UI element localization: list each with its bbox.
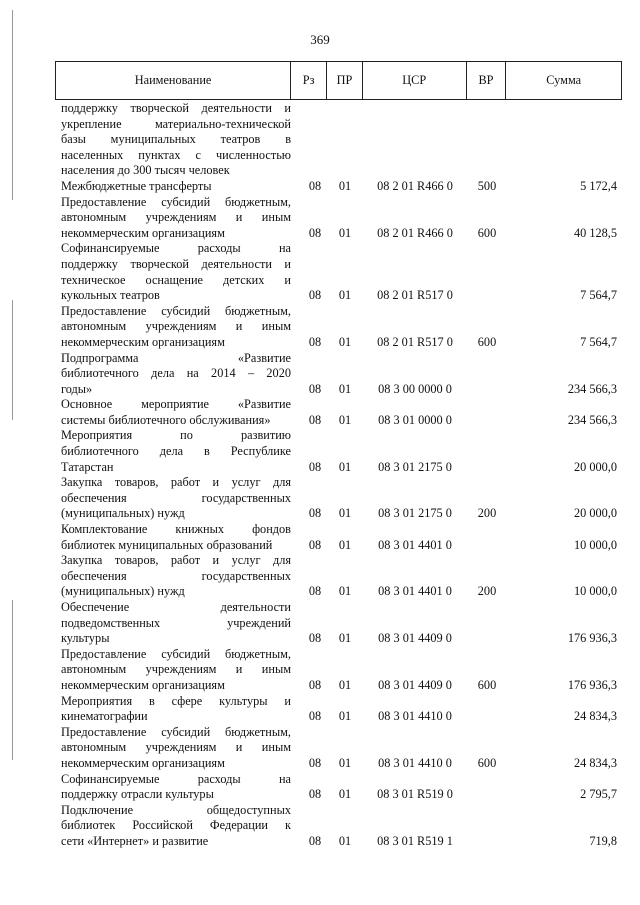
row-name-line: некоммерческим организациям bbox=[61, 225, 225, 240]
row-name-line: обеспечения государственных bbox=[61, 568, 291, 583]
row-name-line: населения до 300 тысяч человек bbox=[61, 163, 230, 178]
table-row bbox=[55, 694, 622, 725]
row-name-line: техническое оснащение детских и bbox=[61, 272, 291, 287]
row-csr: 08 2 01 R466 0 bbox=[377, 225, 453, 240]
row-name-line: автономным учреждениям и иным bbox=[61, 319, 291, 334]
row-csr: 08 3 01 R519 0 bbox=[377, 787, 453, 802]
table-row bbox=[55, 351, 622, 398]
row-name-line: Подпрограмма «Развитие bbox=[61, 350, 291, 365]
row-name-line: (муниципальных) нужд bbox=[61, 506, 185, 521]
row-name-line: сети «Интернет» и развитие bbox=[61, 833, 209, 848]
row-name-line: подведомственных учреждений bbox=[61, 615, 291, 630]
row-name-line: поддержку творческой деятельности и bbox=[61, 101, 291, 115]
row-name bbox=[55, 772, 291, 803]
row-name-line: некоммерческим организациям bbox=[61, 334, 225, 349]
row-name bbox=[55, 397, 291, 428]
row-name-line: культуры bbox=[61, 631, 110, 646]
row-name bbox=[55, 647, 291, 694]
row-sum: 234 566,3 bbox=[567, 412, 617, 427]
row-rz: 08 bbox=[308, 709, 322, 724]
row-name-line: кукольных театров bbox=[61, 288, 160, 303]
row-sum: 5 172,4 bbox=[580, 178, 617, 193]
row-vr: 200 bbox=[477, 584, 497, 599]
table-row bbox=[55, 241, 622, 303]
table-row bbox=[55, 600, 622, 647]
row-csr: 08 3 01 4401 0 bbox=[378, 584, 452, 599]
row-pr: 01 bbox=[338, 787, 352, 802]
table-row bbox=[55, 803, 622, 850]
row-name bbox=[55, 195, 291, 242]
row-pr: 01 bbox=[338, 755, 352, 770]
row-name-line: Софинансируемые расходы на bbox=[61, 241, 291, 256]
row-pr: 01 bbox=[338, 709, 352, 724]
row-name-line: обеспечения государственных bbox=[61, 490, 291, 505]
table-row bbox=[55, 725, 622, 772]
row-name-line: населенных пунктах с численностью bbox=[61, 147, 291, 162]
row-pr: 01 bbox=[338, 631, 352, 646]
row-name-line: Закупка товаров, работ и услуг для bbox=[61, 475, 291, 490]
row-pr: 01 bbox=[338, 537, 352, 552]
row-name-line: Подключение общедоступных bbox=[61, 802, 291, 817]
row-vr: 600 bbox=[477, 225, 497, 240]
table-row bbox=[55, 101, 622, 179]
row-vr: 600 bbox=[477, 677, 497, 692]
row-sum: 2 795,7 bbox=[580, 787, 617, 802]
row-pr: 01 bbox=[338, 381, 352, 396]
row-csr: 08 3 01 2175 0 bbox=[378, 459, 452, 474]
row-name bbox=[55, 101, 291, 179]
row-csr: 08 3 01 2175 0 bbox=[378, 506, 452, 521]
row-pr: 01 bbox=[338, 334, 352, 349]
row-pr: 01 bbox=[338, 833, 352, 848]
row-rz: 08 bbox=[308, 381, 322, 396]
row-name-line: Межбюджетные трансферты bbox=[61, 178, 212, 193]
row-sum: 24 834,3 bbox=[573, 755, 617, 770]
row-name-line: базы муниципальных театров в bbox=[61, 132, 291, 147]
row-rz: 08 bbox=[308, 755, 322, 770]
row-sum: 40 128,5 bbox=[573, 225, 617, 240]
row-name bbox=[55, 304, 291, 351]
row-rz: 08 bbox=[308, 225, 322, 240]
row-name-line: Татарстан bbox=[61, 459, 114, 474]
table-body bbox=[55, 101, 622, 850]
row-name bbox=[55, 803, 291, 850]
row-rz: 08 bbox=[308, 787, 322, 802]
row-name-line: автономным учреждениям и иным bbox=[61, 662, 291, 677]
header-sum: Сумма bbox=[546, 73, 582, 87]
row-name-line: поддержку отрасли культуры bbox=[61, 787, 214, 802]
row-sum: 176 936,3 bbox=[567, 631, 617, 646]
row-rz: 08 bbox=[308, 334, 322, 349]
header-vr: ВР bbox=[467, 62, 507, 99]
row-csr: 08 2 01 R517 0 bbox=[377, 334, 453, 349]
row-name-line: кинематографии bbox=[61, 709, 148, 724]
page-number: 369 bbox=[310, 32, 330, 47]
row-name-line: Основное мероприятие «Развитие bbox=[61, 397, 291, 412]
row-name bbox=[55, 725, 291, 772]
row-csr: 08 3 01 0000 0 bbox=[378, 412, 452, 427]
row-vr: 500 bbox=[477, 178, 497, 193]
row-name-line: поддержку творческой деятельности и bbox=[61, 256, 291, 271]
row-name-line: Мероприятия в сфере культуры и bbox=[61, 693, 291, 708]
row-name-line: системы библиотечного обслуживания» bbox=[61, 412, 271, 427]
row-rz: 08 bbox=[308, 412, 322, 427]
row-rz: 08 bbox=[308, 288, 322, 303]
row-pr: 01 bbox=[338, 412, 352, 427]
row-rz: 08 bbox=[308, 833, 322, 848]
header-name: Наименование bbox=[56, 62, 291, 99]
row-rz: 08 bbox=[308, 537, 322, 552]
row-pr: 01 bbox=[338, 225, 352, 240]
row-name bbox=[55, 475, 291, 522]
row-name-line: Предоставление субсидий бюджетным, bbox=[61, 724, 291, 739]
row-name-line: (муниципальных) нужд bbox=[61, 584, 185, 599]
row-sum: 234 566,3 bbox=[567, 381, 617, 396]
row-sum: 719,8 bbox=[589, 833, 617, 848]
table-row bbox=[55, 647, 622, 694]
table-row bbox=[55, 553, 622, 600]
row-name bbox=[55, 694, 291, 725]
row-pr: 01 bbox=[338, 178, 352, 193]
row-rz: 08 bbox=[308, 459, 322, 474]
row-name-line: Софинансируемые расходы на bbox=[61, 771, 291, 786]
row-sum: 20 000,0 bbox=[573, 459, 617, 474]
row-name-line: Обеспечение деятельности bbox=[61, 600, 291, 614]
row-csr: 08 2 01 R517 0 bbox=[377, 288, 453, 303]
row-csr: 08 3 01 4401 0 bbox=[378, 537, 452, 552]
row-csr: 08 3 01 4409 0 bbox=[378, 631, 452, 646]
row-name-line: Предоставление субсидий бюджетным, bbox=[61, 303, 291, 318]
row-csr: 08 3 01 R519 1 bbox=[377, 833, 453, 848]
row-sum: 176 936,3 bbox=[567, 677, 617, 692]
row-name bbox=[55, 351, 291, 398]
row-vr: 600 bbox=[477, 755, 497, 770]
header-csr: ЦСР bbox=[363, 62, 467, 99]
row-name-line: библиотечного дела в Республике bbox=[61, 444, 291, 459]
margin-mark bbox=[12, 600, 13, 760]
table-row bbox=[55, 475, 622, 522]
row-sum: 24 834,3 bbox=[573, 709, 617, 724]
row-vr: 600 bbox=[477, 334, 497, 349]
row-vr: 200 bbox=[477, 506, 497, 521]
row-name-line: некоммерческим организациям bbox=[61, 677, 225, 692]
row-name bbox=[55, 428, 291, 475]
row-sum: 7 564,7 bbox=[580, 334, 617, 349]
row-name-line: Мероприятия по развитию bbox=[61, 428, 291, 443]
row-pr: 01 bbox=[338, 506, 352, 521]
row-sum: 10 000,0 bbox=[573, 584, 617, 599]
row-name-line: некоммерческим организациям bbox=[61, 755, 225, 770]
row-rz: 08 bbox=[308, 677, 322, 692]
row-sum: 20 000,0 bbox=[573, 506, 617, 521]
row-name-line: Предоставление субсидий бюджетным, bbox=[61, 646, 291, 661]
row-sum: 10 000,0 bbox=[573, 537, 617, 552]
table-row bbox=[55, 397, 622, 428]
row-name bbox=[55, 179, 291, 195]
row-csr: 08 2 01 R466 0 bbox=[377, 178, 453, 193]
table-row bbox=[55, 304, 622, 351]
row-pr: 01 bbox=[338, 677, 352, 692]
margin-mark bbox=[12, 300, 13, 420]
table-row bbox=[55, 522, 622, 553]
header-rz: Рз bbox=[291, 62, 327, 99]
row-rz: 08 bbox=[308, 631, 322, 646]
table-header bbox=[55, 61, 622, 100]
row-name-line: Комплектование книжных фондов bbox=[61, 522, 291, 537]
row-name-line: Закупка товаров, работ и услуг для bbox=[61, 553, 291, 568]
row-name bbox=[55, 553, 291, 600]
row-rz: 08 bbox=[308, 178, 322, 193]
table-row bbox=[55, 772, 622, 803]
row-sum: 7 564,7 bbox=[580, 288, 617, 303]
row-csr: 08 3 01 4410 0 bbox=[378, 755, 452, 770]
row-name-line: библиотек муниципальных образований bbox=[61, 537, 273, 552]
table-row bbox=[55, 428, 622, 475]
table-row bbox=[55, 195, 622, 242]
row-csr: 08 3 01 4410 0 bbox=[378, 709, 452, 724]
row-name bbox=[55, 522, 291, 553]
header-pr: ПР bbox=[327, 62, 363, 99]
row-name-line: укрепление материально-технической bbox=[61, 116, 291, 131]
row-csr: 08 3 00 0000 0 bbox=[378, 381, 452, 396]
row-rz: 08 bbox=[308, 584, 322, 599]
row-name-line: автономным учреждениям и иным bbox=[61, 210, 291, 225]
row-name-line: библиотек Российской Федерации к bbox=[61, 818, 291, 833]
row-name bbox=[55, 241, 291, 303]
row-name-line: автономным учреждениям и иным bbox=[61, 740, 291, 755]
table-row bbox=[55, 179, 622, 195]
row-pr: 01 bbox=[338, 459, 352, 474]
row-name-line: библиотечного дела на 2014 – 2020 bbox=[61, 366, 291, 381]
row-name-line: годы» bbox=[61, 381, 93, 396]
row-name-line: Предоставление субсидий бюджетным, bbox=[61, 194, 291, 209]
row-rz: 08 bbox=[308, 506, 322, 521]
row-pr: 01 bbox=[338, 288, 352, 303]
row-name bbox=[55, 600, 291, 647]
row-csr: 08 3 01 4409 0 bbox=[378, 677, 452, 692]
margin-mark bbox=[12, 10, 13, 200]
row-pr: 01 bbox=[338, 584, 352, 599]
